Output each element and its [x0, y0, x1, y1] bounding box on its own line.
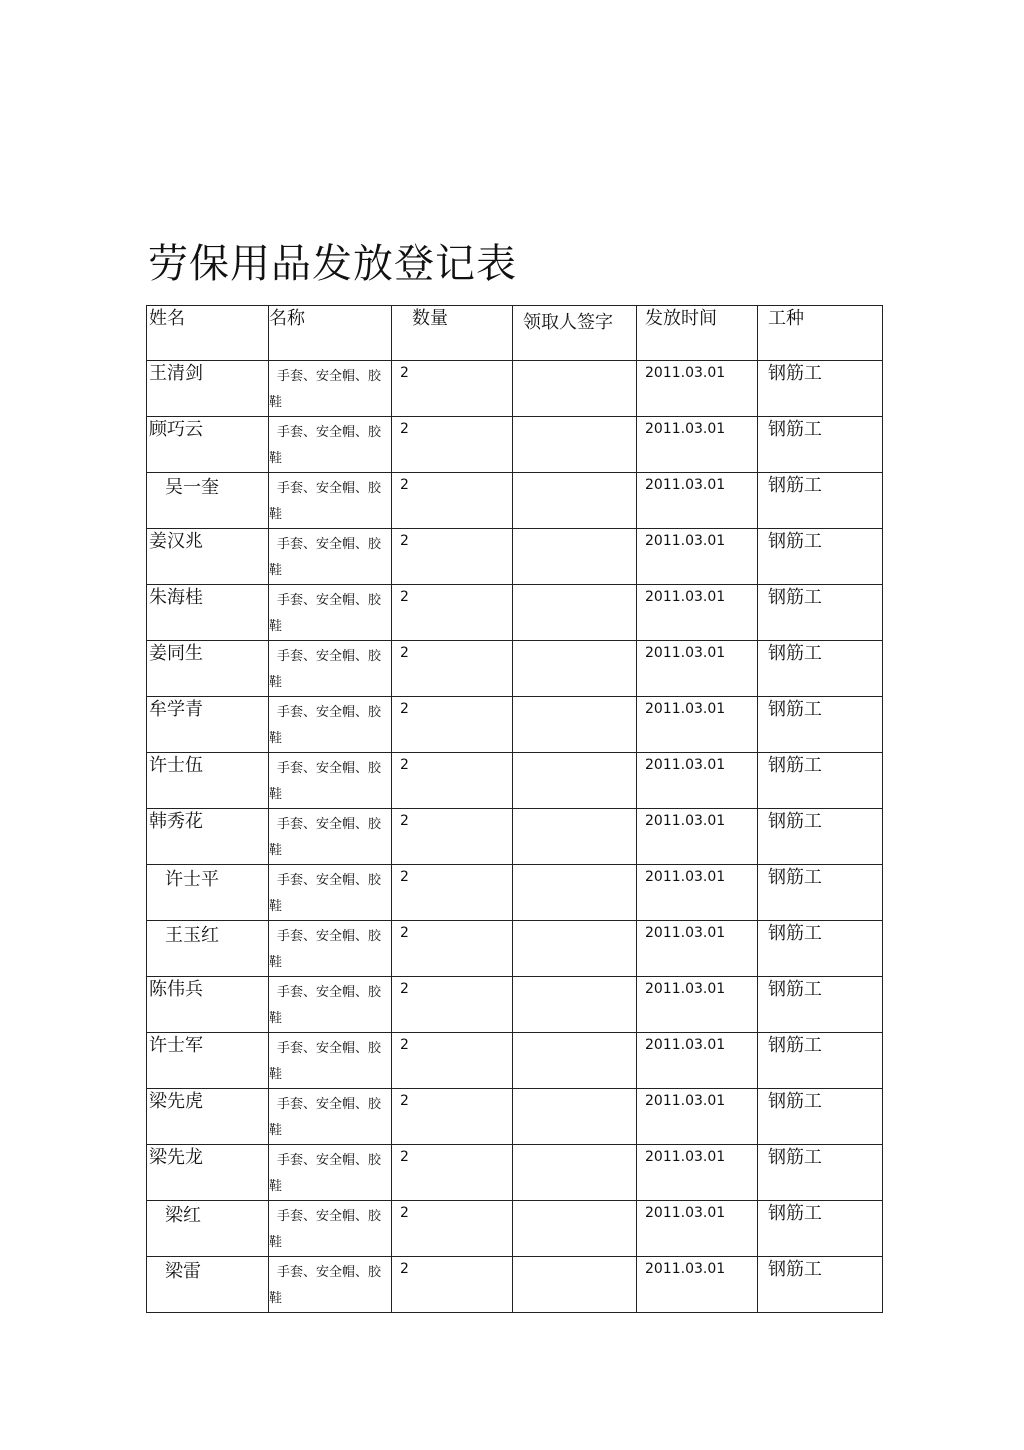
item-line-1: 手套、安全帽、胶 — [277, 593, 382, 608]
item-name — [269, 809, 391, 864]
job-type-value: 钢筋工 — [768, 923, 822, 944]
cell-name — [147, 1257, 269, 1313]
quantity-value: 2 — [400, 757, 409, 773]
table-row — [147, 1033, 883, 1089]
table-row — [147, 473, 883, 529]
item-line-1: 手套、安全帽、胶 — [277, 929, 382, 944]
cell-name — [147, 753, 269, 809]
cell-signature[interactable] — [513, 809, 637, 865]
cell-job-type — [758, 1201, 883, 1257]
cell-name — [147, 809, 269, 865]
recipient-name: 姜汉兆 — [149, 531, 203, 552]
cell-job-type — [758, 697, 883, 753]
recipient-name: 许士伍 — [149, 755, 203, 776]
cell-quantity — [392, 809, 513, 865]
issue-time-value: 2011.03.01 — [645, 1205, 726, 1221]
table-row — [147, 697, 883, 753]
cell-quantity — [392, 697, 513, 753]
cell-item — [269, 865, 392, 921]
item-name — [269, 1089, 391, 1144]
cell-signature[interactable] — [513, 1257, 637, 1313]
cell-job-type — [758, 1033, 883, 1089]
quantity-value: 2 — [400, 1037, 409, 1053]
cell-job-type — [758, 473, 883, 529]
cell-job-type — [758, 753, 883, 809]
cell-item — [269, 641, 392, 697]
table-row — [147, 529, 883, 585]
header-cell-name — [147, 306, 269, 361]
cell-issue-time — [637, 1201, 758, 1257]
cell-issue-time — [637, 977, 758, 1033]
item-line-1: 手套、安全帽、胶 — [277, 817, 382, 832]
job-type-value: 钢筋工 — [768, 363, 822, 384]
cell-item — [269, 1201, 392, 1257]
cell-quantity — [392, 417, 513, 473]
issue-register-table — [146, 305, 883, 1313]
item-line-1: 手套、安全帽、胶 — [277, 649, 382, 664]
quantity-value: 2 — [400, 925, 409, 941]
job-type-value: 钢筋工 — [768, 531, 822, 552]
cell-issue-time — [637, 1257, 758, 1313]
cell-signature[interactable] — [513, 641, 637, 697]
cell-signature[interactable] — [513, 697, 637, 753]
cell-signature[interactable] — [513, 1089, 637, 1145]
quantity-value: 2 — [400, 589, 409, 605]
cell-name — [147, 1033, 269, 1089]
recipient-name: 陈伟兵 — [149, 979, 203, 1000]
item-name — [269, 529, 391, 584]
recipient-name: 韩秀花 — [149, 811, 203, 832]
table-row — [147, 1201, 883, 1257]
recipient-name: 梁雷 — [165, 1261, 201, 1282]
cell-issue-time — [637, 473, 758, 529]
item-line-2: 鞋 — [269, 1291, 283, 1306]
item-line-1: 手套、安全帽、胶 — [277, 705, 382, 720]
issue-time-value: 2011.03.01 — [645, 757, 726, 773]
cell-signature[interactable] — [513, 1033, 637, 1089]
cell-job-type — [758, 361, 883, 417]
quantity-value: 2 — [400, 1205, 409, 1221]
cell-job-type — [758, 1257, 883, 1313]
cell-issue-time — [637, 1089, 758, 1145]
table-row — [147, 977, 883, 1033]
header-issue-time: 发放时间 — [645, 308, 717, 329]
cell-signature[interactable] — [513, 977, 637, 1033]
table-row — [147, 1257, 883, 1313]
cell-name — [147, 921, 269, 977]
cell-name — [147, 1201, 269, 1257]
item-line-2: 鞋 — [269, 451, 283, 466]
item-line-2: 鞋 — [269, 731, 283, 746]
issue-time-value: 2011.03.01 — [645, 645, 726, 661]
item-line-1: 手套、安全帽、胶 — [277, 985, 382, 1000]
quantity-value: 2 — [400, 533, 409, 549]
cell-job-type — [758, 809, 883, 865]
item-line-1: 手套、安全帽、胶 — [277, 425, 382, 440]
item-line-1: 手套、安全帽、胶 — [277, 1041, 382, 1056]
recipient-name: 朱海桂 — [149, 587, 203, 608]
job-type-value: 钢筋工 — [768, 1091, 822, 1112]
quantity-value: 2 — [400, 981, 409, 997]
issue-time-value: 2011.03.01 — [645, 981, 726, 997]
job-type-value: 钢筋工 — [768, 1035, 822, 1056]
cell-job-type — [758, 641, 883, 697]
quantity-value: 2 — [400, 477, 409, 493]
table-row — [147, 809, 883, 865]
job-type-value: 钢筋工 — [768, 867, 822, 888]
item-line-2: 鞋 — [269, 1179, 283, 1194]
job-type-value: 钢筋工 — [768, 811, 822, 832]
item-line-2: 鞋 — [269, 1011, 283, 1026]
item-name — [269, 977, 391, 1032]
cell-signature[interactable] — [513, 1201, 637, 1257]
cell-signature[interactable] — [513, 417, 637, 473]
cell-item — [269, 473, 392, 529]
cell-signature[interactable] — [513, 529, 637, 585]
header-name: 姓名 — [149, 308, 185, 329]
issue-time-value: 2011.03.01 — [645, 1149, 726, 1165]
cell-issue-time — [637, 585, 758, 641]
issue-time-value: 2011.03.01 — [645, 1093, 726, 1109]
cell-name — [147, 529, 269, 585]
cell-name — [147, 977, 269, 1033]
item-line-2: 鞋 — [269, 395, 283, 410]
header-signature: 领取人签字 — [523, 312, 613, 333]
cell-signature[interactable] — [513, 753, 637, 809]
quantity-value: 2 — [400, 701, 409, 717]
cell-item — [269, 809, 392, 865]
cell-item — [269, 977, 392, 1033]
recipient-name: 王清剑 — [149, 363, 203, 384]
issue-time-value: 2011.03.01 — [645, 1261, 726, 1277]
cell-name — [147, 417, 269, 473]
quantity-value: 2 — [400, 813, 409, 829]
issue-time-value: 2011.03.01 — [645, 365, 726, 381]
table-row — [147, 753, 883, 809]
table-row — [147, 865, 883, 921]
table-row — [147, 1089, 883, 1145]
header-cell-quantity — [392, 306, 513, 361]
cell-job-type — [758, 921, 883, 977]
recipient-name: 梁先虎 — [149, 1091, 203, 1112]
cell-quantity — [392, 473, 513, 529]
item-line-2: 鞋 — [269, 787, 283, 802]
recipient-name: 许士军 — [149, 1035, 203, 1056]
cell-issue-time — [637, 529, 758, 585]
cell-item — [269, 1089, 392, 1145]
cell-item — [269, 753, 392, 809]
header-cell-item — [269, 306, 392, 361]
cell-quantity — [392, 753, 513, 809]
header-quantity: 数量 — [412, 308, 448, 329]
issue-time-value: 2011.03.01 — [645, 589, 726, 605]
item-name — [269, 1033, 391, 1088]
cell-item — [269, 529, 392, 585]
cell-signature[interactable] — [513, 473, 637, 529]
cell-item — [269, 361, 392, 417]
cell-issue-time — [637, 361, 758, 417]
cell-job-type — [758, 529, 883, 585]
item-name — [269, 1257, 391, 1312]
cell-signature[interactable] — [513, 361, 637, 417]
cell-issue-time — [637, 809, 758, 865]
item-line-1: 手套、安全帽、胶 — [277, 873, 382, 888]
recipient-name: 梁红 — [165, 1205, 201, 1226]
cell-item — [269, 1145, 392, 1201]
cell-item — [269, 417, 392, 473]
recipient-name: 牟学青 — [149, 699, 203, 720]
item-name — [269, 1145, 391, 1200]
recipient-name: 顾巧云 — [149, 419, 203, 440]
recipient-name: 梁先龙 — [149, 1147, 203, 1168]
cell-quantity — [392, 529, 513, 585]
issue-time-value: 2011.03.01 — [645, 421, 726, 437]
cell-name — [147, 361, 269, 417]
issue-time-value: 2011.03.01 — [645, 1037, 726, 1053]
recipient-name: 许士平 — [165, 869, 219, 890]
item-line-1: 手套、安全帽、胶 — [277, 1097, 382, 1112]
cell-quantity — [392, 1257, 513, 1313]
quantity-value: 2 — [400, 1149, 409, 1165]
cell-quantity — [392, 361, 513, 417]
cell-quantity — [392, 1033, 513, 1089]
quantity-value: 2 — [400, 869, 409, 885]
job-type-value: 钢筋工 — [768, 419, 822, 440]
cell-signature[interactable] — [513, 921, 637, 977]
header-job-type: 工种 — [768, 308, 804, 329]
cell-signature[interactable] — [513, 1145, 637, 1201]
cell-issue-time — [637, 417, 758, 473]
item-line-2: 鞋 — [269, 955, 283, 970]
item-line-1: 手套、安全帽、胶 — [277, 1153, 382, 1168]
table-row — [147, 921, 883, 977]
item-line-1: 手套、安全帽、胶 — [277, 1209, 382, 1224]
issue-time-value: 2011.03.01 — [645, 869, 726, 885]
cell-name — [147, 585, 269, 641]
cell-item — [269, 921, 392, 977]
issue-time-value: 2011.03.01 — [645, 477, 726, 493]
job-type-value: 钢筋工 — [768, 1259, 822, 1280]
item-line-1: 手套、安全帽、胶 — [277, 537, 382, 552]
item-name — [269, 865, 391, 920]
cell-quantity — [392, 977, 513, 1033]
cell-signature[interactable] — [513, 585, 637, 641]
item-line-2: 鞋 — [269, 843, 283, 858]
table-row — [147, 641, 883, 697]
item-name — [269, 417, 391, 472]
cell-quantity — [392, 1089, 513, 1145]
item-name — [269, 1201, 391, 1256]
quantity-value: 2 — [400, 1261, 409, 1277]
job-type-value: 钢筋工 — [768, 755, 822, 776]
cell-quantity — [392, 1145, 513, 1201]
issue-time-value: 2011.03.01 — [645, 701, 726, 717]
quantity-value: 2 — [400, 421, 409, 437]
job-type-value: 钢筋工 — [768, 587, 822, 608]
cell-quantity — [392, 865, 513, 921]
recipient-name: 吴一奎 — [165, 477, 219, 498]
job-type-value: 钢筋工 — [768, 1203, 822, 1224]
cell-name — [147, 473, 269, 529]
cell-issue-time — [637, 1033, 758, 1089]
cell-name — [147, 1089, 269, 1145]
item-line-2: 鞋 — [269, 1235, 283, 1250]
item-line-2: 鞋 — [269, 899, 283, 914]
item-name — [269, 641, 391, 696]
cell-job-type — [758, 977, 883, 1033]
header-cell-signature — [513, 306, 637, 361]
item-name — [269, 473, 391, 528]
job-type-value: 钢筋工 — [768, 979, 822, 1000]
cell-issue-time — [637, 697, 758, 753]
item-name — [269, 585, 391, 640]
table-header-row — [147, 306, 883, 361]
cell-name — [147, 697, 269, 753]
cell-issue-time — [637, 865, 758, 921]
cell-job-type — [758, 417, 883, 473]
header-cell-job-type — [758, 306, 883, 361]
cell-name — [147, 641, 269, 697]
cell-job-type — [758, 865, 883, 921]
job-type-value: 钢筋工 — [768, 1147, 822, 1168]
cell-job-type — [758, 1145, 883, 1201]
item-line-2: 鞋 — [269, 1123, 283, 1138]
item-line-1: 手套、安全帽、胶 — [277, 481, 382, 496]
table-row — [147, 585, 883, 641]
header-item: 名称 — [269, 308, 305, 329]
item-line-2: 鞋 — [269, 619, 283, 634]
cell-job-type — [758, 1089, 883, 1145]
item-name — [269, 921, 391, 976]
item-line-2: 鞋 — [269, 507, 283, 522]
cell-issue-time — [637, 641, 758, 697]
cell-quantity — [392, 1201, 513, 1257]
cell-name — [147, 865, 269, 921]
item-line-2: 鞋 — [269, 675, 283, 690]
job-type-value: 钢筋工 — [768, 699, 822, 720]
item-line-2: 鞋 — [269, 563, 283, 578]
cell-item — [269, 585, 392, 641]
cell-item — [269, 1257, 392, 1313]
job-type-value: 钢筋工 — [768, 475, 822, 496]
quantity-value: 2 — [400, 365, 409, 381]
cell-quantity — [392, 641, 513, 697]
cell-quantity — [392, 921, 513, 977]
issue-time-value: 2011.03.01 — [645, 533, 726, 549]
table-row — [147, 417, 883, 473]
cell-item — [269, 1033, 392, 1089]
document-title: 劳保用品发放登记表 — [148, 241, 517, 287]
item-name — [269, 753, 391, 808]
recipient-name: 姜同生 — [149, 643, 203, 664]
quantity-value: 2 — [400, 1093, 409, 1109]
item-name — [269, 697, 391, 752]
item-line-1: 手套、安全帽、胶 — [277, 369, 382, 384]
header-cell-issue-time — [637, 306, 758, 361]
issue-time-value: 2011.03.01 — [645, 925, 726, 941]
recipient-name: 王玉红 — [165, 925, 219, 946]
job-type-value: 钢筋工 — [768, 643, 822, 664]
cell-issue-time — [637, 921, 758, 977]
cell-quantity — [392, 585, 513, 641]
cell-issue-time — [637, 753, 758, 809]
cell-name — [147, 1145, 269, 1201]
item-name — [269, 361, 391, 416]
quantity-value: 2 — [400, 645, 409, 661]
item-line-1: 手套、安全帽、胶 — [277, 1265, 382, 1280]
cell-signature[interactable] — [513, 865, 637, 921]
cell-job-type — [758, 585, 883, 641]
item-line-1: 手套、安全帽、胶 — [277, 761, 382, 776]
cell-issue-time — [637, 1145, 758, 1201]
item-line-2: 鞋 — [269, 1067, 283, 1082]
issue-time-value: 2011.03.01 — [645, 813, 726, 829]
cell-item — [269, 697, 392, 753]
table-row — [147, 361, 883, 417]
table-row — [147, 1145, 883, 1201]
